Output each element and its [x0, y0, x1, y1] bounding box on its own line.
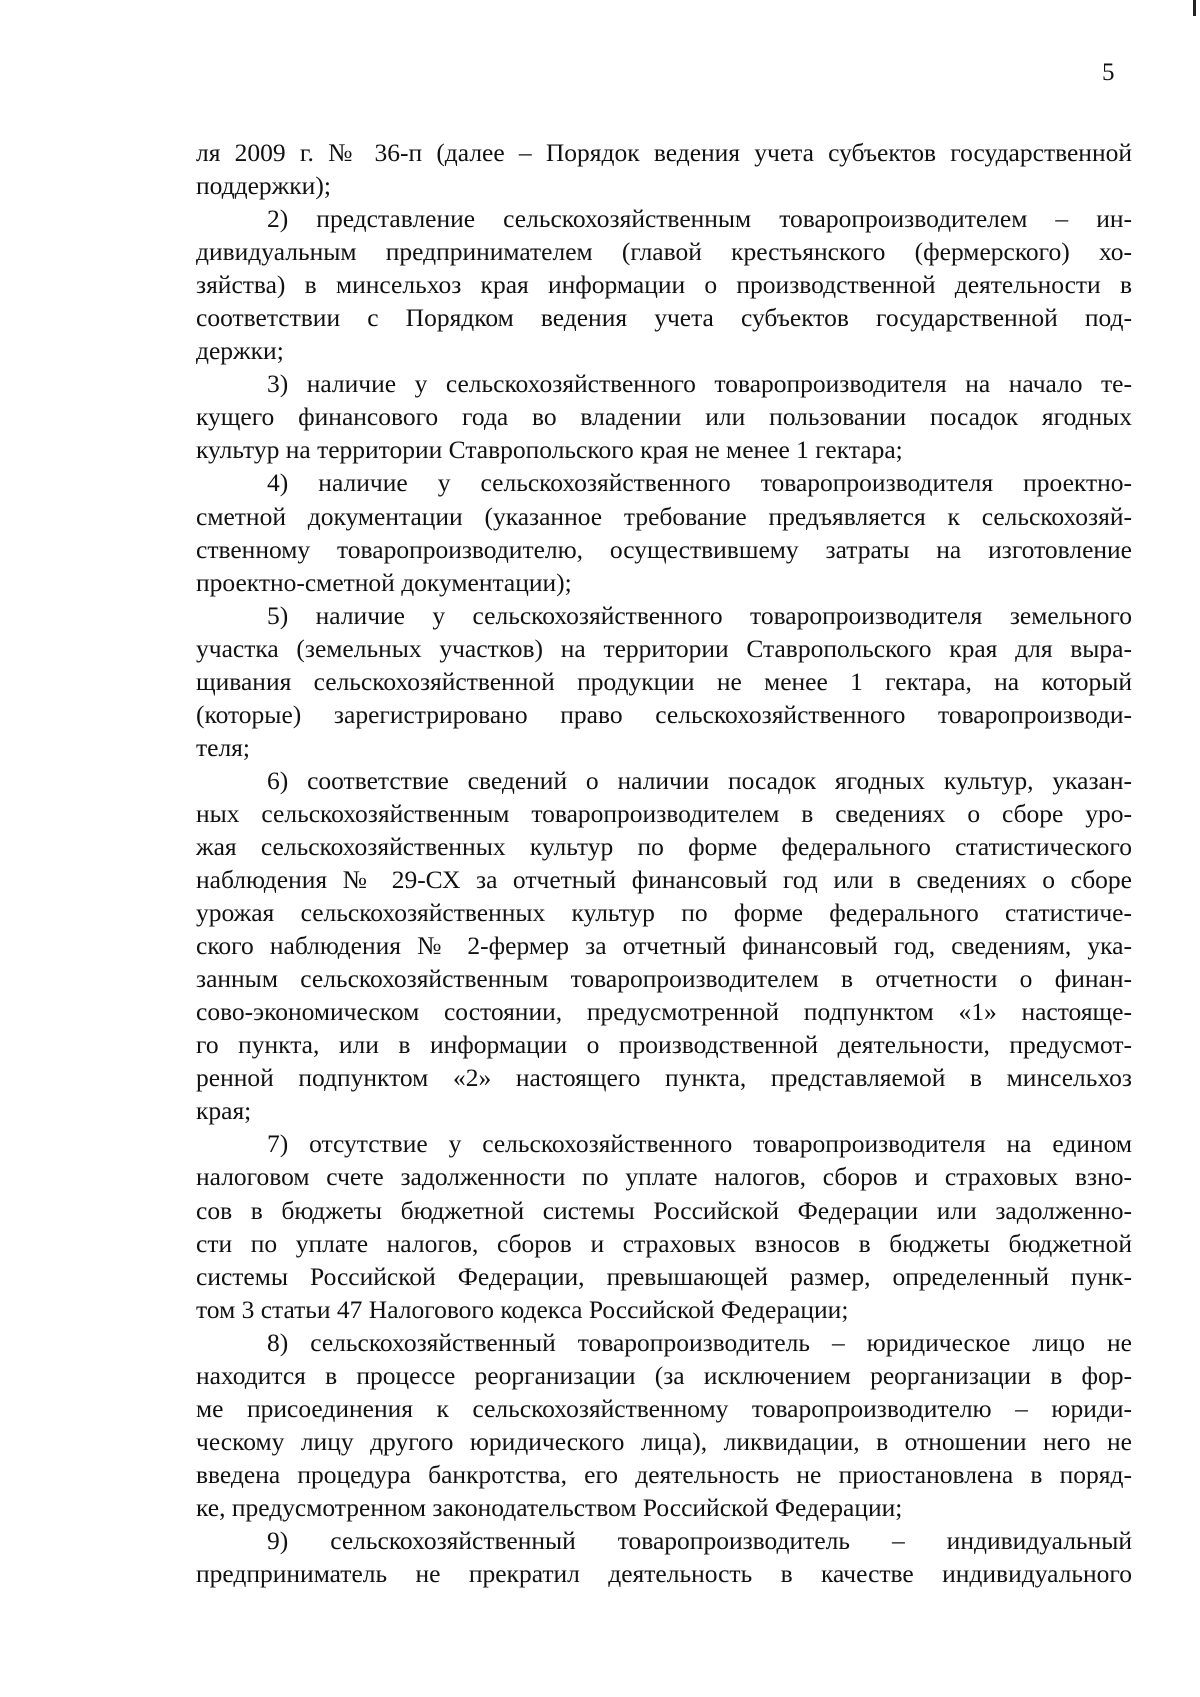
text-line: 3) наличие у сельскохозяйственного товаропроизводителя на начало те- [267, 369, 1132, 399]
text-line: наблюдения № 29-СХ за отчетный финансовый год или в сведениях о сборе [196, 865, 1132, 895]
text-line: ме присоединения к сельскохозяйственному товаропроизводителю – юриди- [196, 1393, 1132, 1423]
text-line: 9) сельскохозяйственный товаропроизводитель – индивидуальный [267, 1525, 1132, 1555]
text-line: системы Российской Федерации, превышающей размер, определенный пунк- [196, 1261, 1132, 1291]
text-line: ля 2009 г. № 36-п (далее – Порядок ведения учета субъектов государственной [196, 138, 1132, 167]
text-line: 7) отсутствие у сельскохозяйственного товаропроизводителя на едином [267, 1129, 1132, 1159]
text-line: культур на территории Ставропольского края не менее 1 гектара; [196, 435, 903, 465]
text-line: щивания сельскохозяйственной продукции не менее 1 гектара, на который [196, 666, 1132, 696]
text-line: 5) наличие у сельскохозяйственного товаропроизводителя земельного [267, 600, 1132, 630]
text-line: края; [196, 1096, 252, 1126]
text-line: ренной подпунктом «2» настоящего пункта, представляемой в минсельхоз [196, 1063, 1132, 1093]
text-line: ственному товаропроизводителю, осуществившему затраты на изготовление [196, 534, 1132, 564]
text-line: жая сельскохозяйственных культур по форме федерального статистического [196, 831, 1132, 861]
text-line: 2) представление сельскохозяйственным товаропроизводителем – ин- [267, 204, 1132, 234]
text-line: ных сельскохозяйственным товаропроизводителем в сведениях о сборе уро- [196, 798, 1132, 828]
text-line: го пункта, или в информации о производственной деятельности, предусмот- [196, 1030, 1132, 1060]
text-line: сти по уплате налогов, сборов и страховых взносов в бюджеты бюджетной [196, 1228, 1132, 1258]
text-line: проектно-сметной документации); [196, 567, 572, 597]
page-number: 5 [1102, 59, 1115, 86]
text-line: 4) наличие у сельскохозяйственного товаропроизводителя проектно- [267, 468, 1132, 498]
body-text [196, 136, 1132, 1590]
text-line: держки; [196, 336, 284, 366]
text-line: сметной документации (указанное требование предъявляется к сельскохозяй- [196, 501, 1132, 531]
text-line: теля; [196, 732, 251, 762]
text-line: ческому лицу другого юридического лица), ликвидации, в отношении него не [196, 1426, 1132, 1456]
text-line: дивидуальным предпринимателем (главой крестьянского (фермерского) хо- [196, 237, 1132, 267]
text-line: том 3 статьи 47 Налогового кодекса Российской Федерации; [196, 1294, 849, 1324]
text-line: (которые) зарегистрировано право сельскохозяйственного товаропроизводи- [196, 699, 1132, 729]
text-line: 6) соответствие сведений о наличии посадок ягодных культур, указан- [267, 765, 1132, 795]
text-line: занным сельскохозяйственным товаропроизводителем в отчетности о финан- [196, 964, 1132, 994]
text-line: предприниматель не прекратил деятельность в качестве индивидуального [196, 1559, 1132, 1589]
text-line: налоговом счете задолженности по уплате налогов, сборов и страховых взно- [196, 1162, 1132, 1192]
text-line: участка (земельных участков) на территории Ставропольского края для выра- [196, 633, 1132, 663]
text-line: ке, предусмотренном законодательством Российской Федерации; [196, 1492, 903, 1522]
text-line: ского наблюдения № 2-фермер за отчетный финансовый год, сведениям, ука- [196, 931, 1132, 961]
text-line: 8) сельскохозяйственный товаропроизводитель – юридическое лицо не [267, 1327, 1132, 1357]
text-line: кущего финансового года во владении или пользовании посадок ягодных [196, 402, 1132, 432]
text-line: сов в бюджеты бюджетной системы Российской Федерации или задолженно- [196, 1195, 1132, 1225]
text-line: урожая сельскохозяйственных культур по форме федерального статистиче- [196, 898, 1132, 928]
text-line: введена процедура банкротства, его деятельность не приостановлена в поряд- [196, 1459, 1132, 1489]
text-line: соответствии с Порядком ведения учета субъектов государственной под- [196, 303, 1132, 333]
text-line: находится в процессе реорганизации (за исключением реорганизации в фор- [196, 1360, 1132, 1390]
text-line: поддержки); [196, 171, 331, 201]
text-line: сово-экономическом состоянии, предусмотренной подпунктом «1» настояще- [196, 997, 1132, 1027]
scan-edge-mark [1193, 0, 1196, 16]
text-line: зяйства) в минсельхоз края информации о производственной деятельности в [196, 270, 1132, 300]
